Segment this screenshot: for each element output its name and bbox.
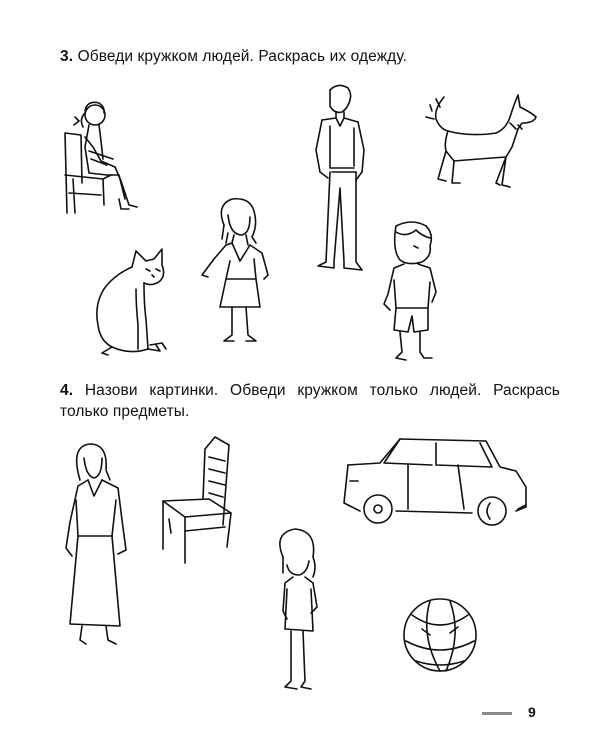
dog-icon <box>422 85 542 190</box>
task-4-instruction <box>60 380 560 422</box>
man-standing-icon <box>300 80 375 275</box>
ball-icon <box>400 595 480 675</box>
task-3-instruction <box>60 46 560 67</box>
girl-on-chair-icon <box>55 95 150 220</box>
page-number: 9 <box>528 704 536 720</box>
girl-in-dress-icon <box>198 195 278 345</box>
woman-icon <box>60 440 135 650</box>
cat-icon <box>90 245 170 360</box>
task-3-text: Обведи кружком людей. Раскрась их одежду. <box>77 48 408 65</box>
task-3-number: 3. <box>60 48 74 65</box>
page-decoration-line <box>482 712 512 715</box>
task-4-text: Назови картинки. Обведи кружком только людей. Раскрась только предметы. <box>60 382 560 420</box>
task-4-number: 4. <box>60 382 74 399</box>
small-girl-icon <box>265 525 335 700</box>
car-icon <box>340 435 535 530</box>
boy-in-shorts-icon <box>380 220 440 365</box>
chair-icon <box>155 435 240 565</box>
